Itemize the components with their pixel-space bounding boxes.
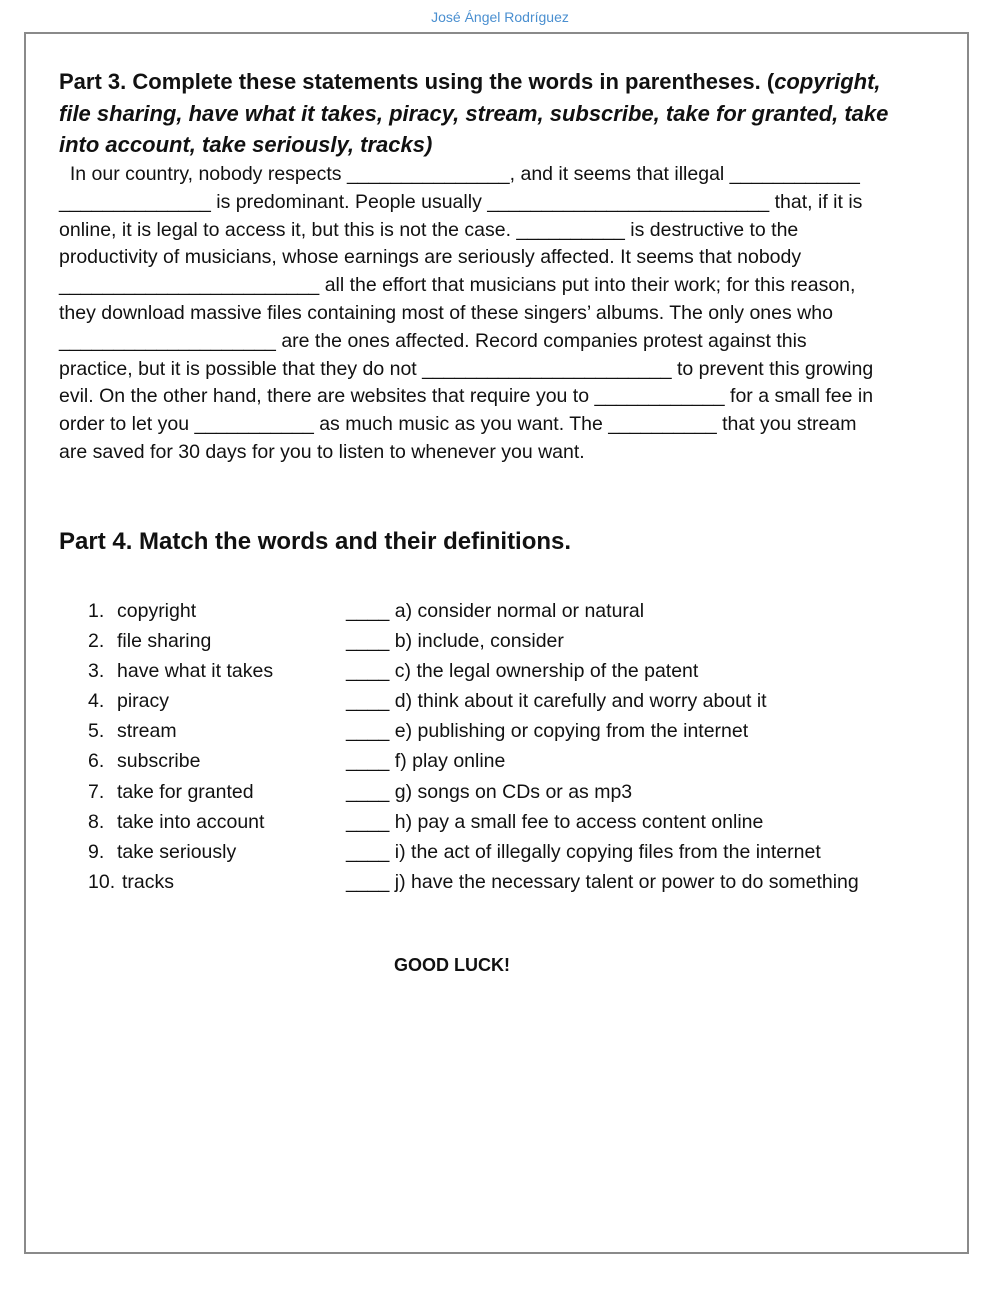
- paragraph-line: order to let you ___________ as much music as you want. The __________ that you stream: [59, 413, 857, 436]
- paragraph-line: ____________________ are the ones affected. Record companies protest against this: [59, 329, 807, 352]
- item-definition: ____ h) pay a small fee to access content online: [346, 810, 764, 833]
- match-item: [88, 867, 968, 897]
- item-word: piracy: [117, 690, 170, 713]
- item-definition: ____ j) have the necessary talent or power to do something: [346, 870, 859, 893]
- match-item: [88, 777, 968, 807]
- item-definition: ____ f) play online: [346, 750, 506, 773]
- item-word: file sharing: [117, 630, 212, 653]
- part3-title: [59, 66, 939, 161]
- item-word: have what it takes: [117, 660, 274, 683]
- paragraph-line: online, it is legal to access it, but this is not the case. __________ is destructive to the: [59, 218, 799, 241]
- item-word: copyright: [117, 600, 197, 622]
- match-item: [88, 746, 968, 776]
- match-item: [88, 656, 968, 686]
- item-number: 2.: [88, 630, 105, 653]
- paragraph-line: they download massive files containing most of these singers’ albums. The only ones who: [59, 301, 833, 324]
- paragraph-line: ________________________ all the effort that musicians put into their work; for this reason,: [59, 274, 856, 297]
- paragraph-line: In our country, nobody respects _______________, and it seems that illegal ____________: [59, 163, 860, 185]
- item-number: 6.: [88, 750, 105, 773]
- part3-word-list-middle: file sharing, have what it takes, piracy, stream, subscribe, take for granted, take: [59, 100, 889, 126]
- item-definition: ____ i) the act of illegally copying files from the internet: [346, 840, 821, 863]
- paragraph-line: ______________ is predominant. People usually __________________________ that, if it is: [59, 190, 863, 213]
- match-item: [88, 596, 968, 626]
- item-number: 10.: [88, 870, 116, 893]
- item-word: take for granted: [117, 780, 254, 803]
- item-number: 3.: [88, 660, 105, 683]
- item-definition: ____ d) think about it carefully and worry about it: [346, 690, 767, 713]
- item-number: 4.: [88, 690, 105, 713]
- item-definition: ____ g) songs on CDs or as mp3: [346, 780, 633, 803]
- item-word: take into account: [117, 810, 265, 833]
- match-item: [88, 626, 968, 656]
- part3-paragraph: [59, 161, 949, 467]
- match-item: [88, 837, 968, 867]
- item-word: take seriously: [117, 840, 237, 863]
- closing-message: GOOD LUCK!: [394, 955, 510, 975]
- item-word: subscribe: [117, 750, 201, 773]
- paragraph-line: productivity of musicians, whose earnings are seriously affected. It seems that nobody: [59, 246, 802, 269]
- part3-word-list-end: into account, take seriously, tracks): [59, 132, 433, 157]
- match-item: [88, 686, 968, 716]
- match-item: [88, 807, 968, 837]
- item-number: 8.: [88, 810, 105, 833]
- item-number: 7.: [88, 780, 105, 803]
- part3-title-text: Part 3. Complete these statements using the words in parentheses. (: [59, 69, 775, 94]
- paragraph-line: evil. On the other hand, there are websites that require you to ____________ for a small fee in: [59, 385, 874, 408]
- paragraph-line: are saved for 30 days for you to listen to whenever you want.: [59, 440, 585, 463]
- item-definition: ____ e) publishing or copying from the internet: [346, 720, 749, 743]
- item-definition: ____ a) consider normal or natural: [346, 600, 645, 622]
- item-definition: ____ c) the legal ownership of the patent: [346, 660, 699, 683]
- matching-list: [88, 596, 968, 897]
- author-header: José Ángel Rodríguez: [431, 9, 569, 25]
- item-number: 1.: [88, 600, 105, 622]
- item-definition: ____ b) include, consider: [346, 630, 564, 653]
- item-number: 9.: [88, 840, 105, 863]
- paragraph-line: practice, but it is possible that they do not _______________________ to prevent this growing: [59, 357, 874, 380]
- part4-title: Part 4. Match the words and their definitions.: [59, 528, 572, 555]
- part3-word-list-start: copyright,: [774, 69, 881, 94]
- item-number: 5.: [88, 720, 105, 743]
- item-word: stream: [117, 720, 177, 743]
- match-item: [88, 716, 968, 746]
- item-word: tracks: [122, 870, 175, 893]
